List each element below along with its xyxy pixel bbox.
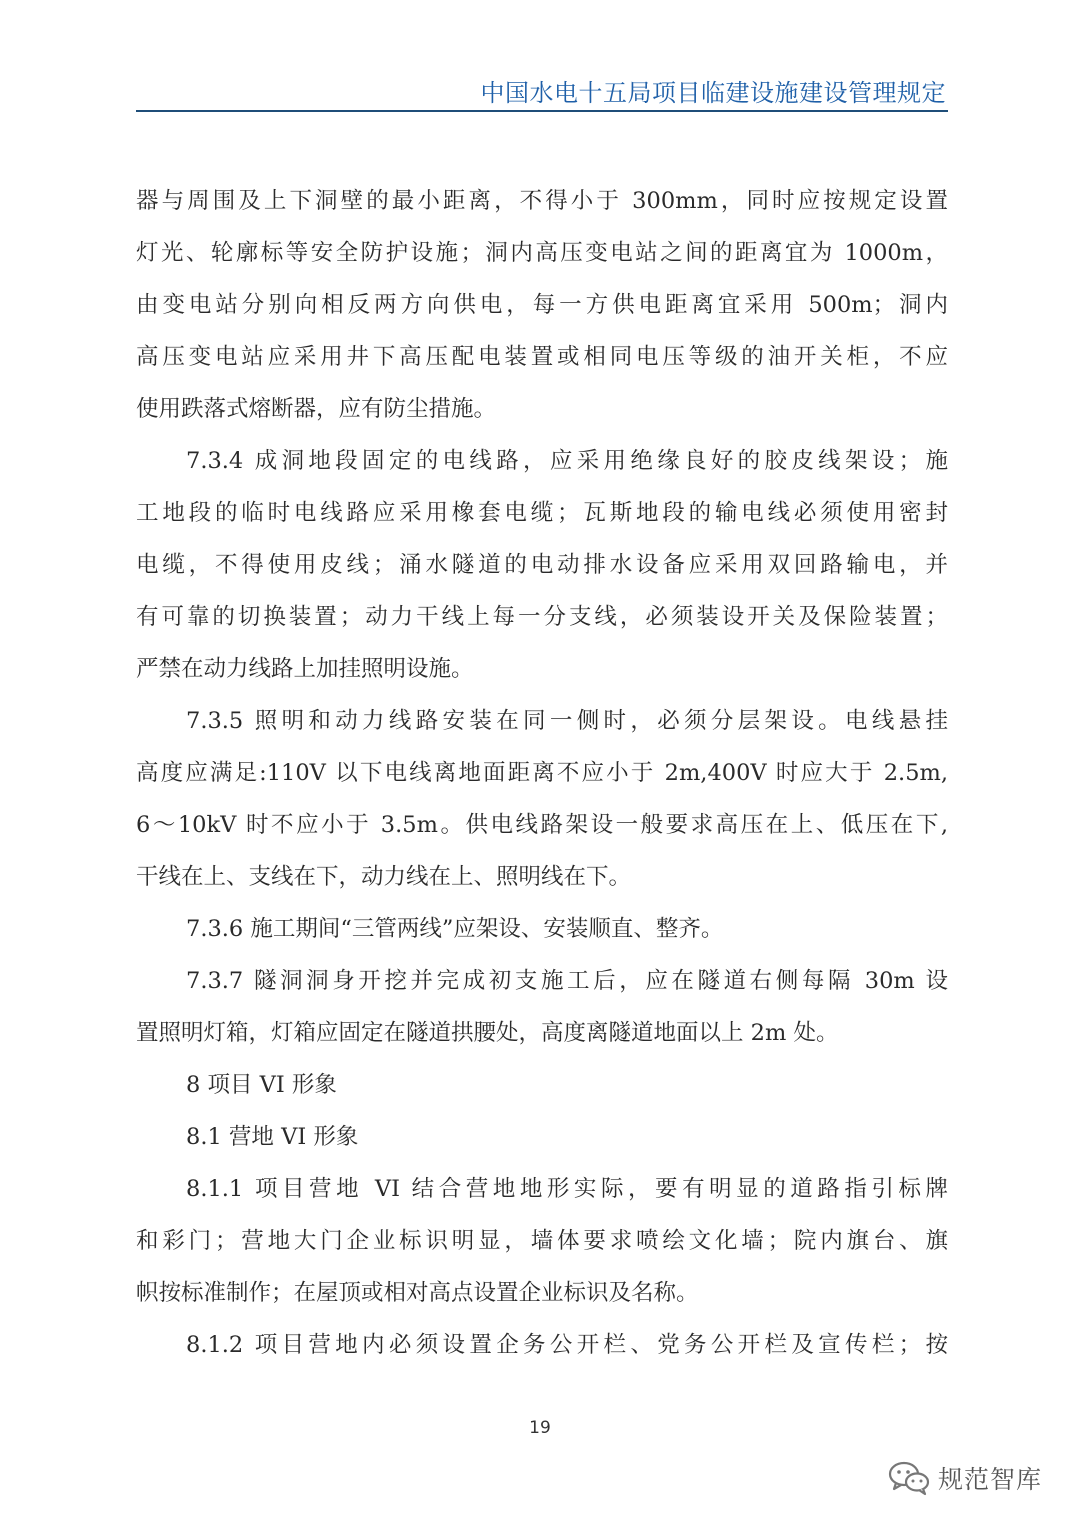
clause-8-1-1: 8.1.1 项目营地 VI 结合营地地形实际，要有明显的道路指引标牌 [186,1176,948,1202]
document-title: 中国水电十五局项目临建设施建设管理规定 [480,79,946,107]
text-line: 灯光、轮廓标等安全防护设施；洞内高压变电站之间的距离宜为 1000m， [136,240,948,266]
text-line: 高度应满足:110V 以下电线离地面距离不应小于 2m,400V 时应大于 2.5m, [136,760,948,786]
wechat-icon [888,1460,930,1496]
text-line: 干线在上、支线在下，动力线在上、照明线在下。 [136,864,632,890]
text-line: 由变电站分别向相反两方向供电，每一方供电距离宜采用 500m；洞内 [136,292,948,318]
page-header [136,78,948,112]
clause-7-3-7: 7.3.7 隧洞洞身开挖并完成初支施工后，应在隧道右侧每隔 30m 设 [186,968,948,994]
clause-7-3-6: 7.3.6 施工期间“三管两线”应架设、安装顺直、整齐。 [186,916,724,942]
text-line: 置照明灯箱，灯箱应固定在隧道拱腰处，高度离隧道地面以上 2m 处。 [136,1020,839,1046]
text-line: 高压变电站应采用井下高压配电装置或相同电压等级的油开关柜，不应 [136,344,948,370]
text-line: 6～10kV 时不应小于 3.5m。供电线路架设一般要求高压在上、低压在下, [136,812,948,838]
watermark [888,1458,1042,1498]
text-line: 器与周围及上下洞壁的最小距离，不得小于 300mm，同时应按规定设置 [136,188,948,214]
section-heading: 8 项目 VI 形象 [186,1072,337,1098]
text-line: 使用跌落式熔断器，应有防尘措施。 [136,396,497,422]
watermark-text: 规范智库 [938,1465,1043,1494]
text-line: 工地段的临时电线路应采用橡套电缆；瓦斯地段的输电线必须使用密封 [136,500,948,526]
clause-7-3-5: 7.3.5 照明和动力线路安装在同一侧时，必须分层架设。电线悬挂 [186,708,948,734]
clause-8-1-2: 8.1.2 项目营地内必须设置企务公开栏、党务公开栏及宣传栏；按 [186,1332,948,1358]
page-number: 19 [529,1418,551,1438]
text-line: 电缆，不得使用皮线；涌水隧道的电动排水设备应采用双回路输电，并 [136,552,948,578]
subsection-heading: 8.1 营地 VI 形象 [186,1124,359,1150]
text-line: 严禁在动力线路上加挂照明设施。 [136,656,474,682]
text-line: 有可靠的切换装置；动力干线上每一分支线，必须装设开关及保险装置； [136,604,948,630]
text-line: 帜按标准制作；在屋顶或相对高点设置企业标识及名称。 [136,1280,699,1306]
clause-7-3-4: 7.3.4 成洞地段固定的电线路，应采用绝缘良好的胶皮线架设；施 [186,448,948,474]
document-body [136,175,948,1371]
text-line: 和彩门；营地大门企业标识明显，墙体要求喷绘文化墙；院内旗台、旗 [136,1228,948,1254]
